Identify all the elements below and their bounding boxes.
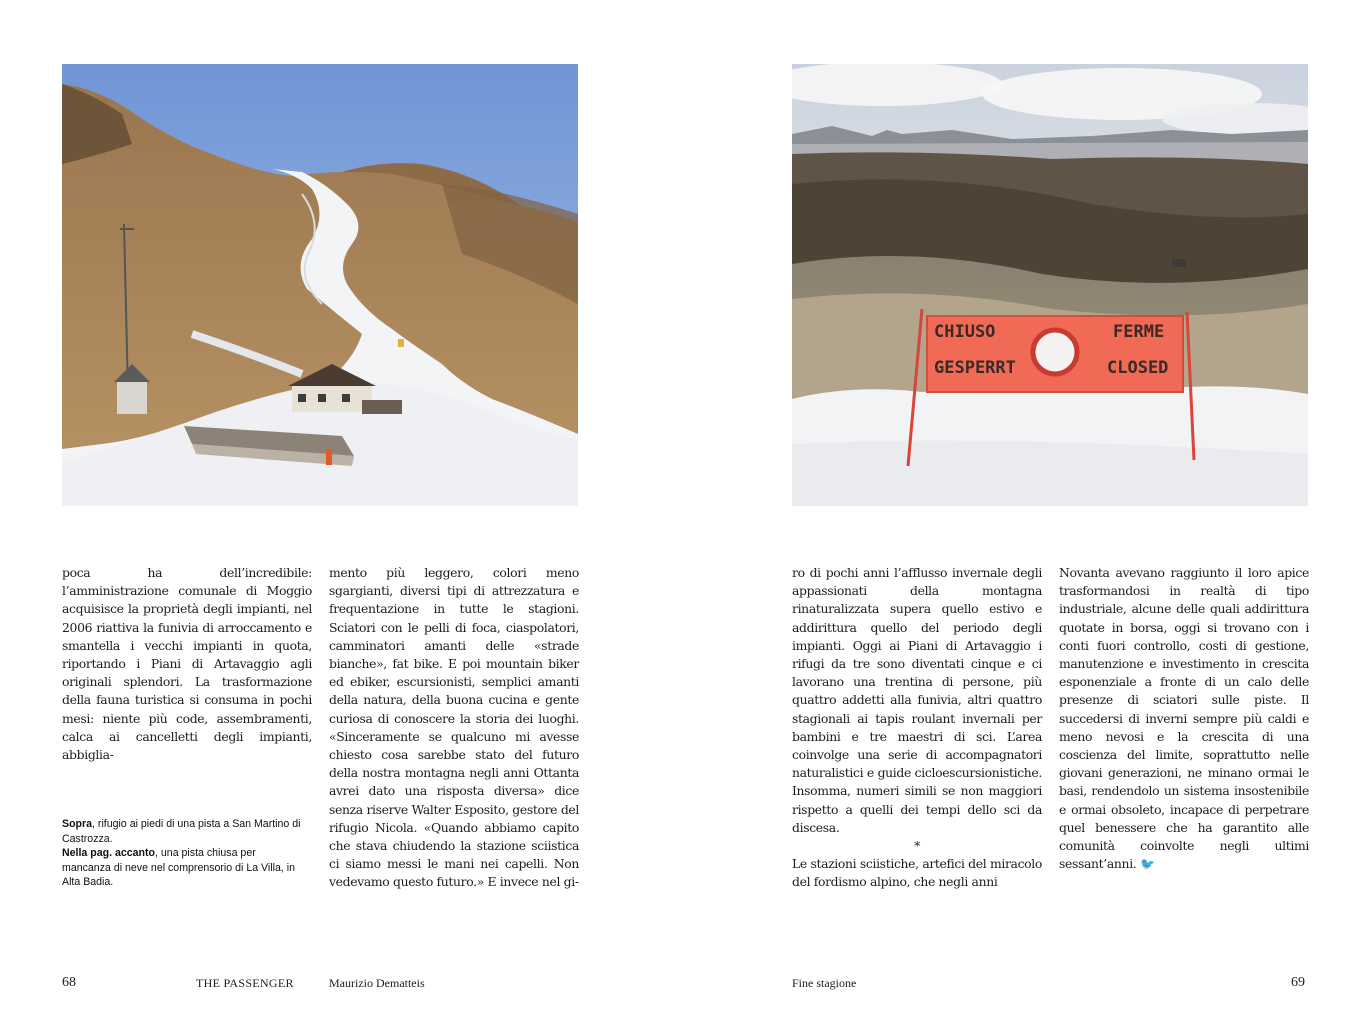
sign-label-gesperrt: GESPERRT [934, 358, 1016, 378]
body-column-2 [329, 564, 579, 892]
body-column-4 [1059, 564, 1309, 873]
sign-label-closed: CLOSED [1107, 358, 1169, 378]
caption-text-above: , rifugio ai piedi di una pista a San Martino di Castrozza. [62, 818, 301, 845]
caption-label-above: Sopra [62, 818, 93, 830]
photo-closed-piste-sign [792, 64, 1308, 506]
sign-label-chiuso: CHIUSO [934, 322, 996, 342]
body-paragraph: ro di pochi anni l’afflusso invernale degli appassionati della montagna rinaturalizzata supera quello estivo e addirittura quello del periodo degli impianti. Oggi ai Piani di Artavaggio i rifugi da tre sono diventati cinque e ci lavorano una trentina di persone, più quattro addetti alla funivia, altri quattro stagionali ai tapis roulant invernali per bambini e tre maestri di sci. L’area coinvolge una serie di accompagnatori naturalistici e guide cicloescursionistiche. Insomma, numeri simili se non maggiori rispetto a quelli dei tempi dello sci da discesa. [792, 565, 1042, 835]
caption-label-facing: Nella pag. accanto [62, 847, 156, 860]
page-number-right: 69 [1291, 975, 1305, 990]
body-paragraph: mento più leggero, colori meno sgargianti, diversi tipi di attrezzatura e frequentazione in tutte le stagioni. Sciatori con le pelli di foca, ciaspolatori, camminatori amanti delle «strade bianche», fat bike. E poi mountain biker ed ebiker, escursionisti, semplici amanti della natura, della buona cucina e gente curiosa di conoscere la storia dei luoghi. «Sinceramente se qualcuno mi avesse chiesto cosa sarebbe stato del futuro della nostra montagna negli anni Ottanta avrei dato una risposta diversa» dice senza riserve Walter Esposito, gestore del rifugio Nicola. «Quando abbiamo capito che stava chiudendo la stazione sciistica ci siamo messi le mani nei capelli. Non vedevamo questo futuro.» E invece nel gi- [329, 565, 579, 890]
section-separator: * [914, 838, 920, 854]
body-column-1 [62, 564, 312, 764]
crow-end-mark-icon: 🐦 [1140, 857, 1155, 872]
sign-label-ferme: FERME [1113, 322, 1165, 342]
section-title: Fine stagione [792, 976, 857, 990]
author-name: Maurizio Dematteis [329, 976, 425, 990]
body-paragraph: Le stazioni sciistiche, artefici del miracolo del fordismo alpino, che negli anni [792, 856, 1042, 890]
photo-caption [62, 817, 302, 890]
body-column-3 [792, 564, 1042, 892]
body-paragraph: Novanta avevano raggiunto il loro apice trasformandosi in realtà di tipo industriale, alcune delle quali addirittura quotate in borsa, oggi si trovano con i conti fuori controllo, costi di gestione, manutenzione e investimento in crescita esponenziale a fronte di un calo delle presenze di sciatori sulle piste. Il succedersi di inverni sempre più caldi e meno nevosi e la crescita di una coscienza del limite, soprattutto nelle giovani generazioni, ne minano ormai le basi, rendendolo un sistema insostenibile e ormai obsoleto, incapace di perpetrare quel benessere che ha garantito alle comunità coinvolte negli ultimi sessant’anni. [1059, 565, 1309, 872]
page-number-left: 68 [62, 975, 76, 990]
photo-ski-slope-refuge [62, 64, 578, 506]
body-paragraph: poca ha dell’incredibile: l’amministrazione comunale di Moggio acquisisce la proprietà degli impianti, nel 2006 riattiva la funivia di arroccamento e smantella i vecchi impianti in quota, riportando i Piani di Artavaggio agli originali splendori. La trasformazione della fauna turistica si consuma in pochi mesi: niente più code, assembramenti, calca ai cancelletti degli impianti, abbiglia- [62, 565, 312, 763]
magazine-title: THE PASSENGER [196, 976, 294, 990]
caption-text-facing: , una pista chiusa per mancanza di neve nel comprensorio di La Villa, in Alta Badia. [62, 847, 296, 889]
